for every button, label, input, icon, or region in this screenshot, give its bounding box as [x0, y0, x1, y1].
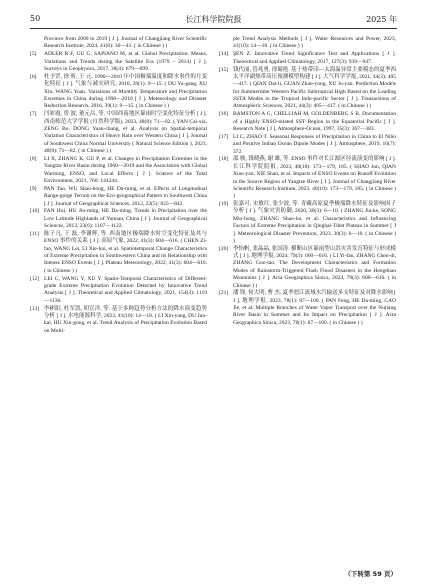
- reference-number: [12]: [30, 275, 40, 282]
- reference-item: [30, 111, 207, 155]
- reference-number: [21]: [219, 290, 229, 297]
- reference-text: FAN Hui, HU Jin-ming, HE Da-ming. Trends in Precipitation over the Low Latitude Highlands of Yunnan, China [ J ]. Journal of Geographical Sciences, 2013, 23(6): 1107—1122.: [44, 208, 207, 230]
- reference-number: [9]: [30, 185, 37, 192]
- reference-text: 李怡帆, 张晶晶, 张国涛. 横断山区暴雨型山洪灾害发育特征与形成模式 [ J ]. 地理学报, 2024, 79(3): 600—616. ( LI Yi-fan, ZHANG Chen-di, ZHANG Guo-tao. The Development Characteristics and Formation Modes of Rainstorm-Triggered Flash Flood Disasters in the Hengduan Mountains [ J ]. Acta Geographica Sinica, 2024, 79(3): 600—616. ( in Chinese ) ): [233, 245, 396, 289]
- reference-item: [219, 36, 396, 51]
- reference-number: [14]: [219, 51, 229, 58]
- reference-item: [30, 276, 207, 305]
- continued-on-page-note: （下转第 59 页）: [344, 570, 397, 578]
- reference-number: [19]: [219, 201, 229, 208]
- reference-item: [30, 231, 207, 275]
- reference-text: 李彬阳, 杜军凯, 胡宣洋, 等. 基于多种趋势分析方法的降水演变趋势分析 [ J ]. 水电能源科学, 2023, 41(10): 14—18. ( LI Xin-yang, DU Jun-kai, HU Xin-gong, et al. Trend Analysis of Precipitation Evolution Based on Multi-: [44, 305, 207, 334]
- reference-item: [219, 156, 396, 200]
- reference-text: PAN Tao, WU Shao-hong, HE Da-ming, et al. Effects of Longitudinal Range-gorge Terrain on the Eco-geographical Pattern in Southwest China [ J ]. Journal of Geographical Sciences, 2012, 22(5): 825—842.: [44, 185, 207, 207]
- reference-text: LI C, ZHAO T. Seasonal Responses of Precipitation in China to El Niño and Positive Indian Ocean Dipole Modes [ J ]. Atmosphere, 2019, 10(7): 372.: [233, 133, 396, 155]
- reference-item: [219, 290, 396, 327]
- reference-item: [219, 111, 396, 133]
- reference-number: [6]: [30, 73, 37, 80]
- reference-number: [15]: [219, 66, 229, 73]
- reference-item: [30, 36, 207, 51]
- reference-text: 潘 锋, 何大明, 曹 杰. 夏季怒江流域水汽输送多支特征及对降水影响 [ J ]. 地理学报, 2023, 78(1): 87—100. ( PAN Feng, HE Da-ming, CAO Jie, et al. Multiple Branches of Water Vapor Transport over the Nujiang River Basin in Summer and Its Impact on Precipitation [ J ]. Acta Geographica Sinica, 2023, 78(1): 87—100. ( in Chinese ) ): [233, 290, 396, 326]
- reference-text: Province from 2000 to 2019 [ J ]. Journal of Changjiang River Scientific Research Institute, 2024, 41(6): 36—41. ( in Chinese ) ): [44, 36, 207, 50]
- reference-item: [219, 51, 396, 66]
- references-left-column: [30, 36, 207, 336]
- reference-text: ple Trend Analysis Methods [ J ]. Water Resources and Power, 2023, 41(10): 14—18. ( in Chinese ) ): [233, 36, 396, 50]
- reference-text: 陈子凡, 王 磊, 李谢辉, 等. 西南地区极端降水时空变化特征及其与 ENSO 事件的关系 [ J ]. 高原气象, 2022, 41(3): 604—616. ( CHEN Zi-fan, WANG Lei, LI Xie-hui, et al. Spatiotemporal Change Characteristics of Extreme Precipitation in Southwestern China and its Relationship with Intense ENSO Events [ J ]. Plateau Meteorology, 2022, 41(3): 604—616. ( in Chinese ) ): [44, 231, 207, 274]
- running-header: [30, 10, 397, 29]
- reference-number: [8]: [30, 155, 37, 162]
- references-right-column: [219, 36, 396, 328]
- reference-text: 张嘉可, 宋敏红, 张少波, 等. 青藏高原夏季极端降水特征及影响因子分析 [ J ]. 气象灾害防御, 2020, 30(3): 6—10. ( ZHANG Jia-ke, SONG Min-hong, ZHANG Shao-bo, et al. Characteristics and Influencing Factors of Extreme Precipitation in Qinghai-Tibet Plateau in Summer [ J ]. Meteorological Disaster Prevention, 2023, 30(3): 6—10. ( in Chinese ) ): [233, 201, 396, 244]
- reference-text: 邵 骏, 钱晓燕, 谢 雄, 等. ENSO 事件对长江源区径流演变的影响 [ J ]. 长江科学院院报, 2023, 40(10): 173—179, 185. ( SHAO Jun, QIAN Xiao-yan, XIE Shan, et al. Impacts of ENSO Events on Runoff Evolution in the Source Region of Yangtze River [ J ]. Journal of Changjiang River Scientific Research Institute, 2023, 40(10): 173—179, 185. ( in Chinese ) ): [233, 156, 396, 200]
- reference-item: [219, 67, 396, 111]
- page-number: 50: [30, 14, 41, 23]
- reference-text: LI X, ZHANG K, GU P, et al. Changes in Precipitation Extremes in the Yangtze River Basin during 1960—2019 and the Association with Global Warming, ENSO, and Local Effects [ J ]. Science of the Total Environment, 2021, 760: 144244.: [44, 155, 207, 184]
- reference-number: [16]: [219, 111, 229, 118]
- reference-number: [5]: [30, 51, 37, 58]
- reference-text: 闫彩霞, 曾 波, 董元昌, 等. 中国西南地区暴雨时空变化特征分析 [ J ]. 西南师范大学学报 (自然科学版), 2023, 48(8): 71—82. ( YAN Cai-xia, ZENG Bo, DONG Yuan-chang, et al. Analysis on Spatial-temporal Variation Characteristics of Heavy Rain over Western China [ J ]. Journal of Southwest China Normal University ( Natural Science Edition ), 2023, 48(8): 71—82. ( in Chinese ) ): [44, 111, 207, 154]
- reference-number: [18]: [219, 156, 229, 163]
- reference-text: ŞEN Z. Innovative Trend Significance Test and Applications [ J ]. Theoretical and Applied Climatology, 2017, 127(3): 939—947.: [233, 51, 396, 65]
- reference-item: [219, 201, 396, 245]
- reference-number: [20]: [219, 245, 229, 252]
- reference-item: [30, 51, 207, 73]
- reference-item: [30, 208, 207, 230]
- reference-number: [17]: [219, 133, 229, 140]
- journal-name: 长江科学院院报: [185, 15, 242, 24]
- reference-text: ADLER R F, GU G, SAPIANO M, et al. Global Precipitation: Means, Variations and Trends during the Satellite Era (1979 – 2014) [ J ]. Surveys in Geophysics, 2017, 38(4): 679—699.: [44, 51, 207, 72]
- reference-item: [30, 186, 207, 208]
- reference-item: [30, 306, 207, 335]
- issue-year: 2025 年: [366, 15, 397, 24]
- reference-item: [30, 74, 207, 111]
- reference-text: LEI C, WANG Y, XU Y. Spatio-Temporal Characteristics of Different-grade Extreme Precipitation Evolution Detected by Innovative Trend Analysis [ J ]. Theoretical and Applied Climatology, 2021, 154(3): 1119—1136.: [44, 275, 207, 304]
- reference-number: [7]: [30, 111, 37, 118]
- reference-text: 杜予罡, 徐 昕, 王 元. 1990—2010 年中国极端温度和降水事件的月变化特征 [ J ]. 气象与减灾研究, 2016, 39(1): 9—15. ( DU Yu-gang, XU Xin, WANG Yuan. Variations of Monthly Temperature and Precipitation Extremes in China during 1990—2010 [ J ]. Meteorology and Disaster Reduction Research, 2016, 39(1): 9—15. ( in Chinese ) ): [44, 73, 207, 110]
- reference-number: [10]: [30, 208, 40, 215]
- reference-number: [13]: [30, 305, 40, 312]
- reference-number: [11]: [30, 231, 39, 238]
- reference-item: [219, 134, 396, 156]
- reference-text: BAMSTON A G, CHELLIAH M, GOLDENBERG S B. Documentation of a Highly ENSO-related SST Region in the Equatorial Pacific [ J ]. Research Note [ J ]. Atmosphere-Ocean, 1997, 35(3): 367—383.: [233, 111, 396, 132]
- reference-item: [30, 156, 207, 185]
- reference-item: [219, 246, 396, 290]
- reference-text: 钱代丽, 管兆勇, 徐蜀艳. 基于热带印—太海温异常主要模态的夏季西太平洋副热带高压预测模型构建 [ J ]. 大气科学学报, 2021, 44(3): 405—417. ( QIAN Dai-li, GUAN Zhao-yong, XU Ju-yan. Prediction Models for Summertime Western Pacific Subtropical High Based on the Leading SSTA Modes in the Tropical Indo-pacific Sector [ J ]. Transactions of Atmospheric Sciences, 2021, 44(3): 405—417. ( in Chinese ) ): [233, 66, 396, 110]
